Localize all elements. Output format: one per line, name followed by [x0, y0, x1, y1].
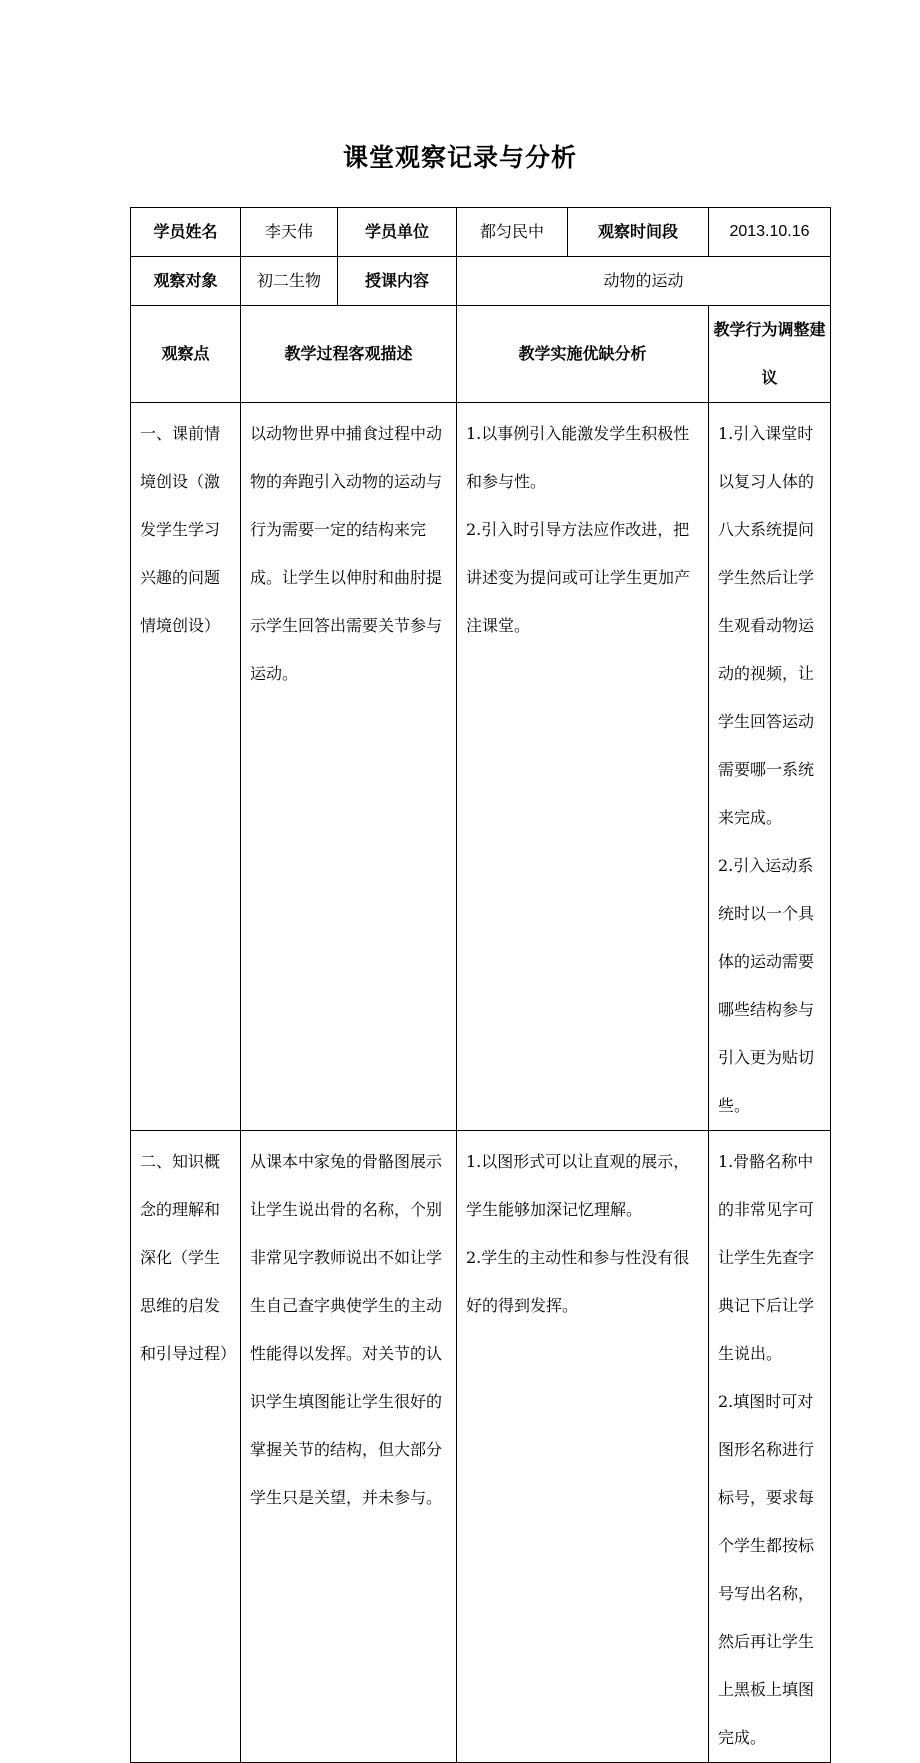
suggestion-cell: [709, 1131, 831, 1763]
info-row-2: [131, 257, 831, 306]
student-name-label: 学员姓名: [131, 208, 241, 257]
target-label: 观察对象: [131, 257, 241, 306]
suggestion-item: 1.引入课堂时以复习人体的八大系统提问学生然后让学生观看动物运动的视频，让学生回答运动需要哪一系统来完成。: [718, 424, 815, 827]
period-value: 2013.10.16: [709, 208, 831, 257]
observation-point: 二、知识概念的理解和深化（学生思维的启发和引导过程）: [131, 1131, 241, 1763]
content-label: 授课内容: [338, 257, 457, 306]
analysis-item: 2.学生的主动性和参与性没有很好的得到发挥。: [466, 1248, 690, 1315]
suggestion-item: 2.填图时可对图形名称进行标号，要求每个学生都按标号写出名称，然后再让学生上黑板上填图完成。: [718, 1392, 815, 1747]
observation-point: 一、课前情境创设（激发学生学习兴趣的问题情境创设）: [131, 403, 241, 1131]
info-row-1: [131, 208, 831, 257]
table-row: [131, 1131, 831, 1763]
analysis-cell: [457, 1131, 709, 1763]
unit-label: 学员单位: [338, 208, 457, 257]
observation-table: [130, 207, 831, 1763]
analysis-item: 2.引入时引导方法应作改进，把讲述变为提问或可让学生更加产注课堂。: [466, 520, 691, 635]
column-header-analysis: 教学实施优缺分析: [457, 306, 709, 403]
column-header-point: 观察点: [131, 306, 241, 403]
page-title: 课堂观察记录与分析: [342, 143, 577, 172]
period-label: 观察时间段: [568, 208, 709, 257]
suggestion-item: 1.骨骼名称中的非常见字可让学生先查字典记下后让学生说出。: [718, 1152, 815, 1363]
process-description: 以动物世界中捕食过程中动物的奔跑引入动物的运动与行为需要一定的结构来完成。让学生以伸肘和曲肘提示学生回答出需要关节参与运动。: [241, 403, 457, 1131]
unit-value: 都匀民中: [457, 208, 568, 257]
content-value: 动物的运动: [457, 257, 831, 306]
analysis-cell: [457, 403, 709, 1131]
table-row: [131, 403, 831, 1131]
suggestion-item: 2.引入运动系统时以一个具体的运动需要哪些结构参与引入更为贴切些。: [718, 856, 815, 1115]
column-header-suggestion: 教学行为调整建议: [709, 306, 831, 403]
target-value: 初二生物: [241, 257, 338, 306]
student-name-value: 李天伟: [241, 208, 338, 257]
column-header-description: 教学过程客观描述: [241, 306, 457, 403]
process-description: 从课本中家兔的骨骼图展示让学生说出骨的名称，个别非常见字教师说出不如让学生自己查字典使学生的主动性能得以发挥。对关节的认识学生填图能让学生很好的掌握关节的结构，但大部分学生只是关望，并未参与。: [241, 1131, 457, 1763]
column-header-row: [131, 306, 831, 403]
suggestion-cell: [709, 403, 831, 1131]
analysis-item: 1.以事例引入能激发学生积极性和参与性。: [466, 424, 690, 491]
analysis-item: 1.以图形式可以让直观的展示，学生能够加深记忆理解。: [466, 1152, 690, 1219]
